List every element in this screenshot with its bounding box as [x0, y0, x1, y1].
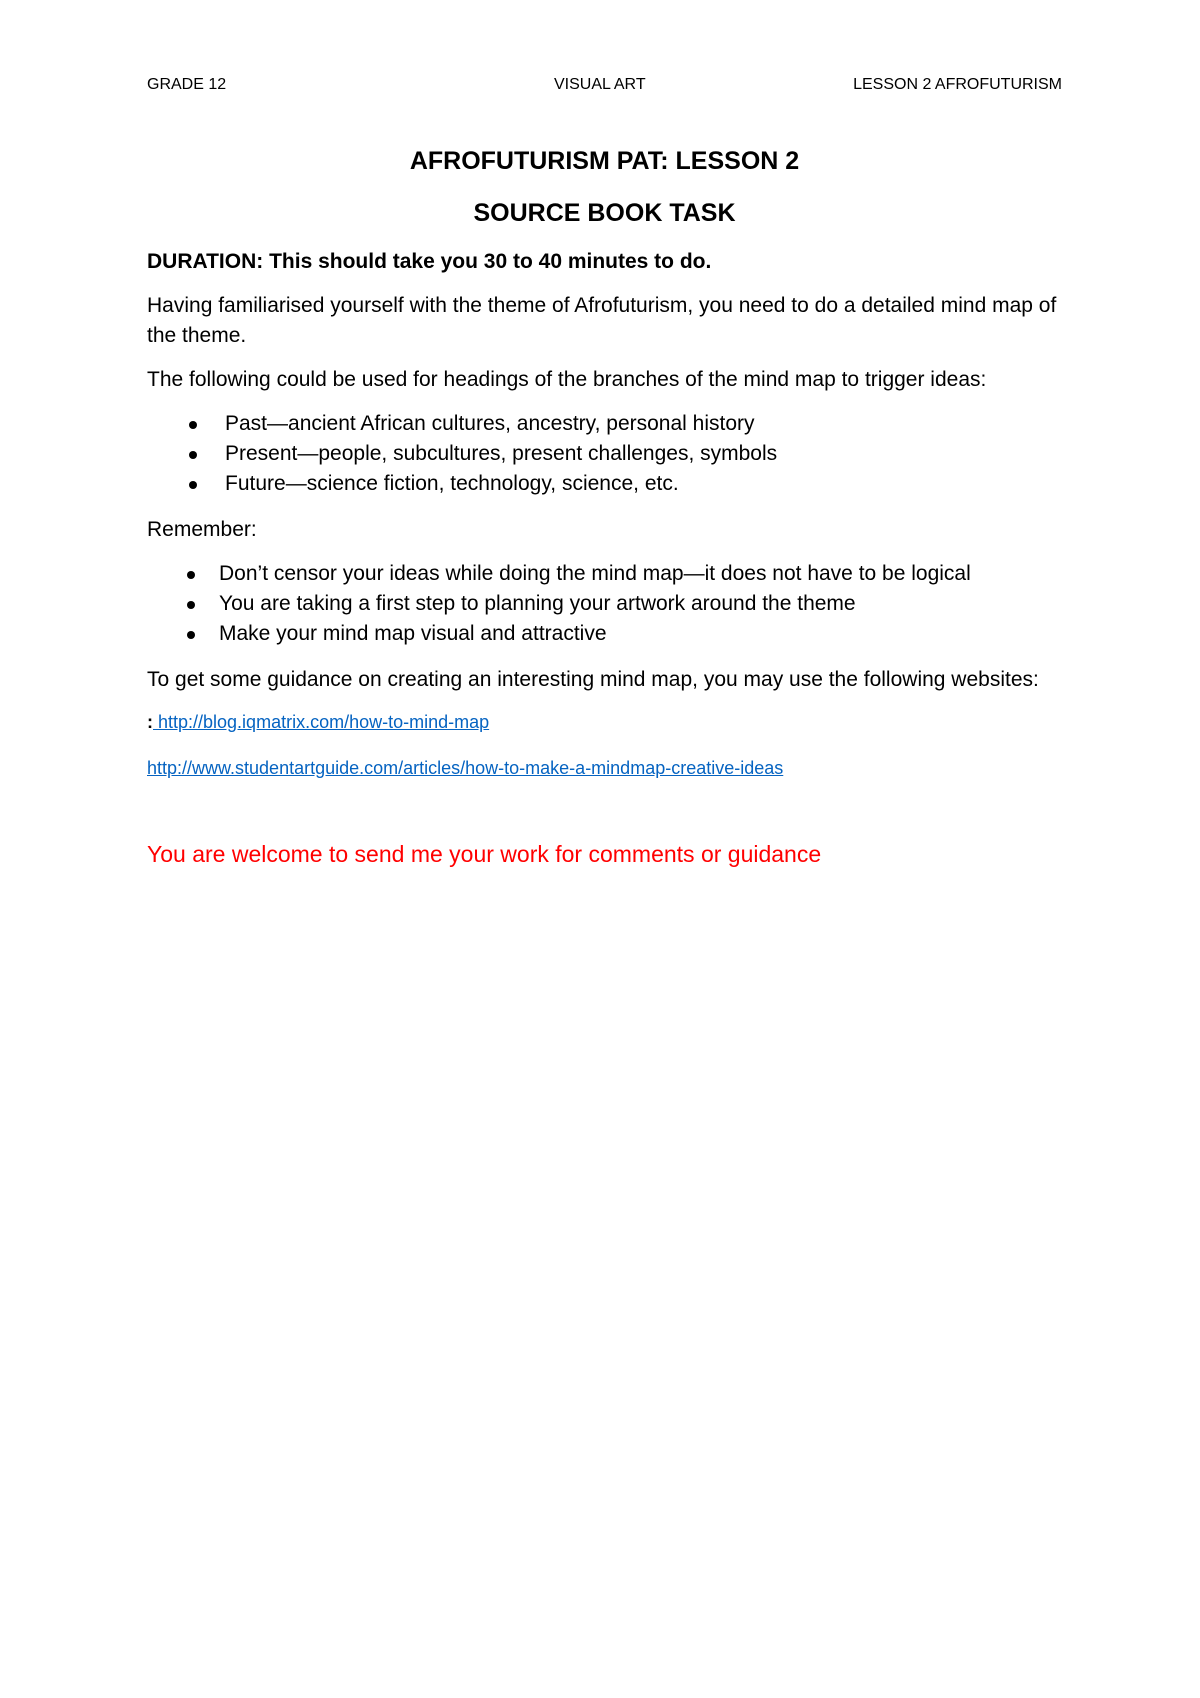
header-subject: VISUAL ART — [554, 76, 646, 93]
link-line-1 — [147, 709, 1062, 735]
bullet-icon — [189, 421, 197, 429]
list-item — [147, 469, 1062, 499]
page-subtitle: SOURCE BOOK TASK — [473, 199, 736, 227]
document-body — [147, 146, 1062, 869]
list-item — [147, 439, 1062, 469]
header-grade: GRADE 12 — [147, 76, 227, 93]
link-prefix: : — [147, 712, 153, 732]
page-header — [147, 76, 1062, 98]
bullet-icon — [187, 601, 195, 609]
list-item-text: You are taking a first step to planning your artwork around the theme — [219, 592, 856, 615]
duration-text: DURATION: This should take you 30 to 40 minutes to do. — [147, 250, 712, 273]
list-item-text: Past—ancient African cultures, ancestry, personal history — [225, 412, 755, 435]
branches-intro: The following could be used for headings of the branches of the mind map to trigger ideas: — [147, 368, 987, 391]
list-item — [147, 559, 1062, 589]
bullet-icon — [187, 631, 195, 639]
list-item-text: Don’t censor your ideas while doing the mind map—it does not have to be logical — [219, 562, 971, 585]
list-item — [147, 619, 1062, 649]
studentartguide-link[interactable]: http://www.studentartguide.com/articles/how-to-make-a-mindmap-creative-ideas — [147, 758, 784, 778]
guidance-paragraph: To get some guidance on creating an interesting mind map, you may use the following websites: — [147, 668, 1039, 691]
bullet-icon — [187, 571, 195, 579]
welcome-notice: You are welcome to send me your work for comments or guidance — [147, 841, 822, 867]
link-line-2 — [147, 755, 1062, 781]
iqmatrix-link[interactable]: http://blog.iqmatrix.com/how-to-mind-map — [153, 712, 490, 732]
intro-paragraph: Having familiarised yourself with the theme of Afrofuturism, you need to do a detailed mind map of the theme. — [147, 294, 1057, 347]
list-item-text: Present—people, subcultures, present challenges, symbols — [225, 442, 778, 465]
list-item — [147, 409, 1062, 439]
remember-list — [147, 559, 1062, 649]
bullet-icon — [189, 451, 197, 459]
list-item — [147, 589, 1062, 619]
branches-list — [147, 409, 1062, 499]
list-item-text: Future—science fiction, technology, science, etc. — [225, 472, 679, 495]
remember-label: Remember: — [147, 518, 257, 541]
page-title: AFROFUTURISM PAT: LESSON 2 — [409, 147, 800, 175]
bullet-icon — [189, 481, 197, 489]
header-lesson: LESSON 2 AFROFUTURISM — [853, 76, 1062, 93]
list-item-text: Make your mind map visual and attractive — [219, 622, 607, 645]
